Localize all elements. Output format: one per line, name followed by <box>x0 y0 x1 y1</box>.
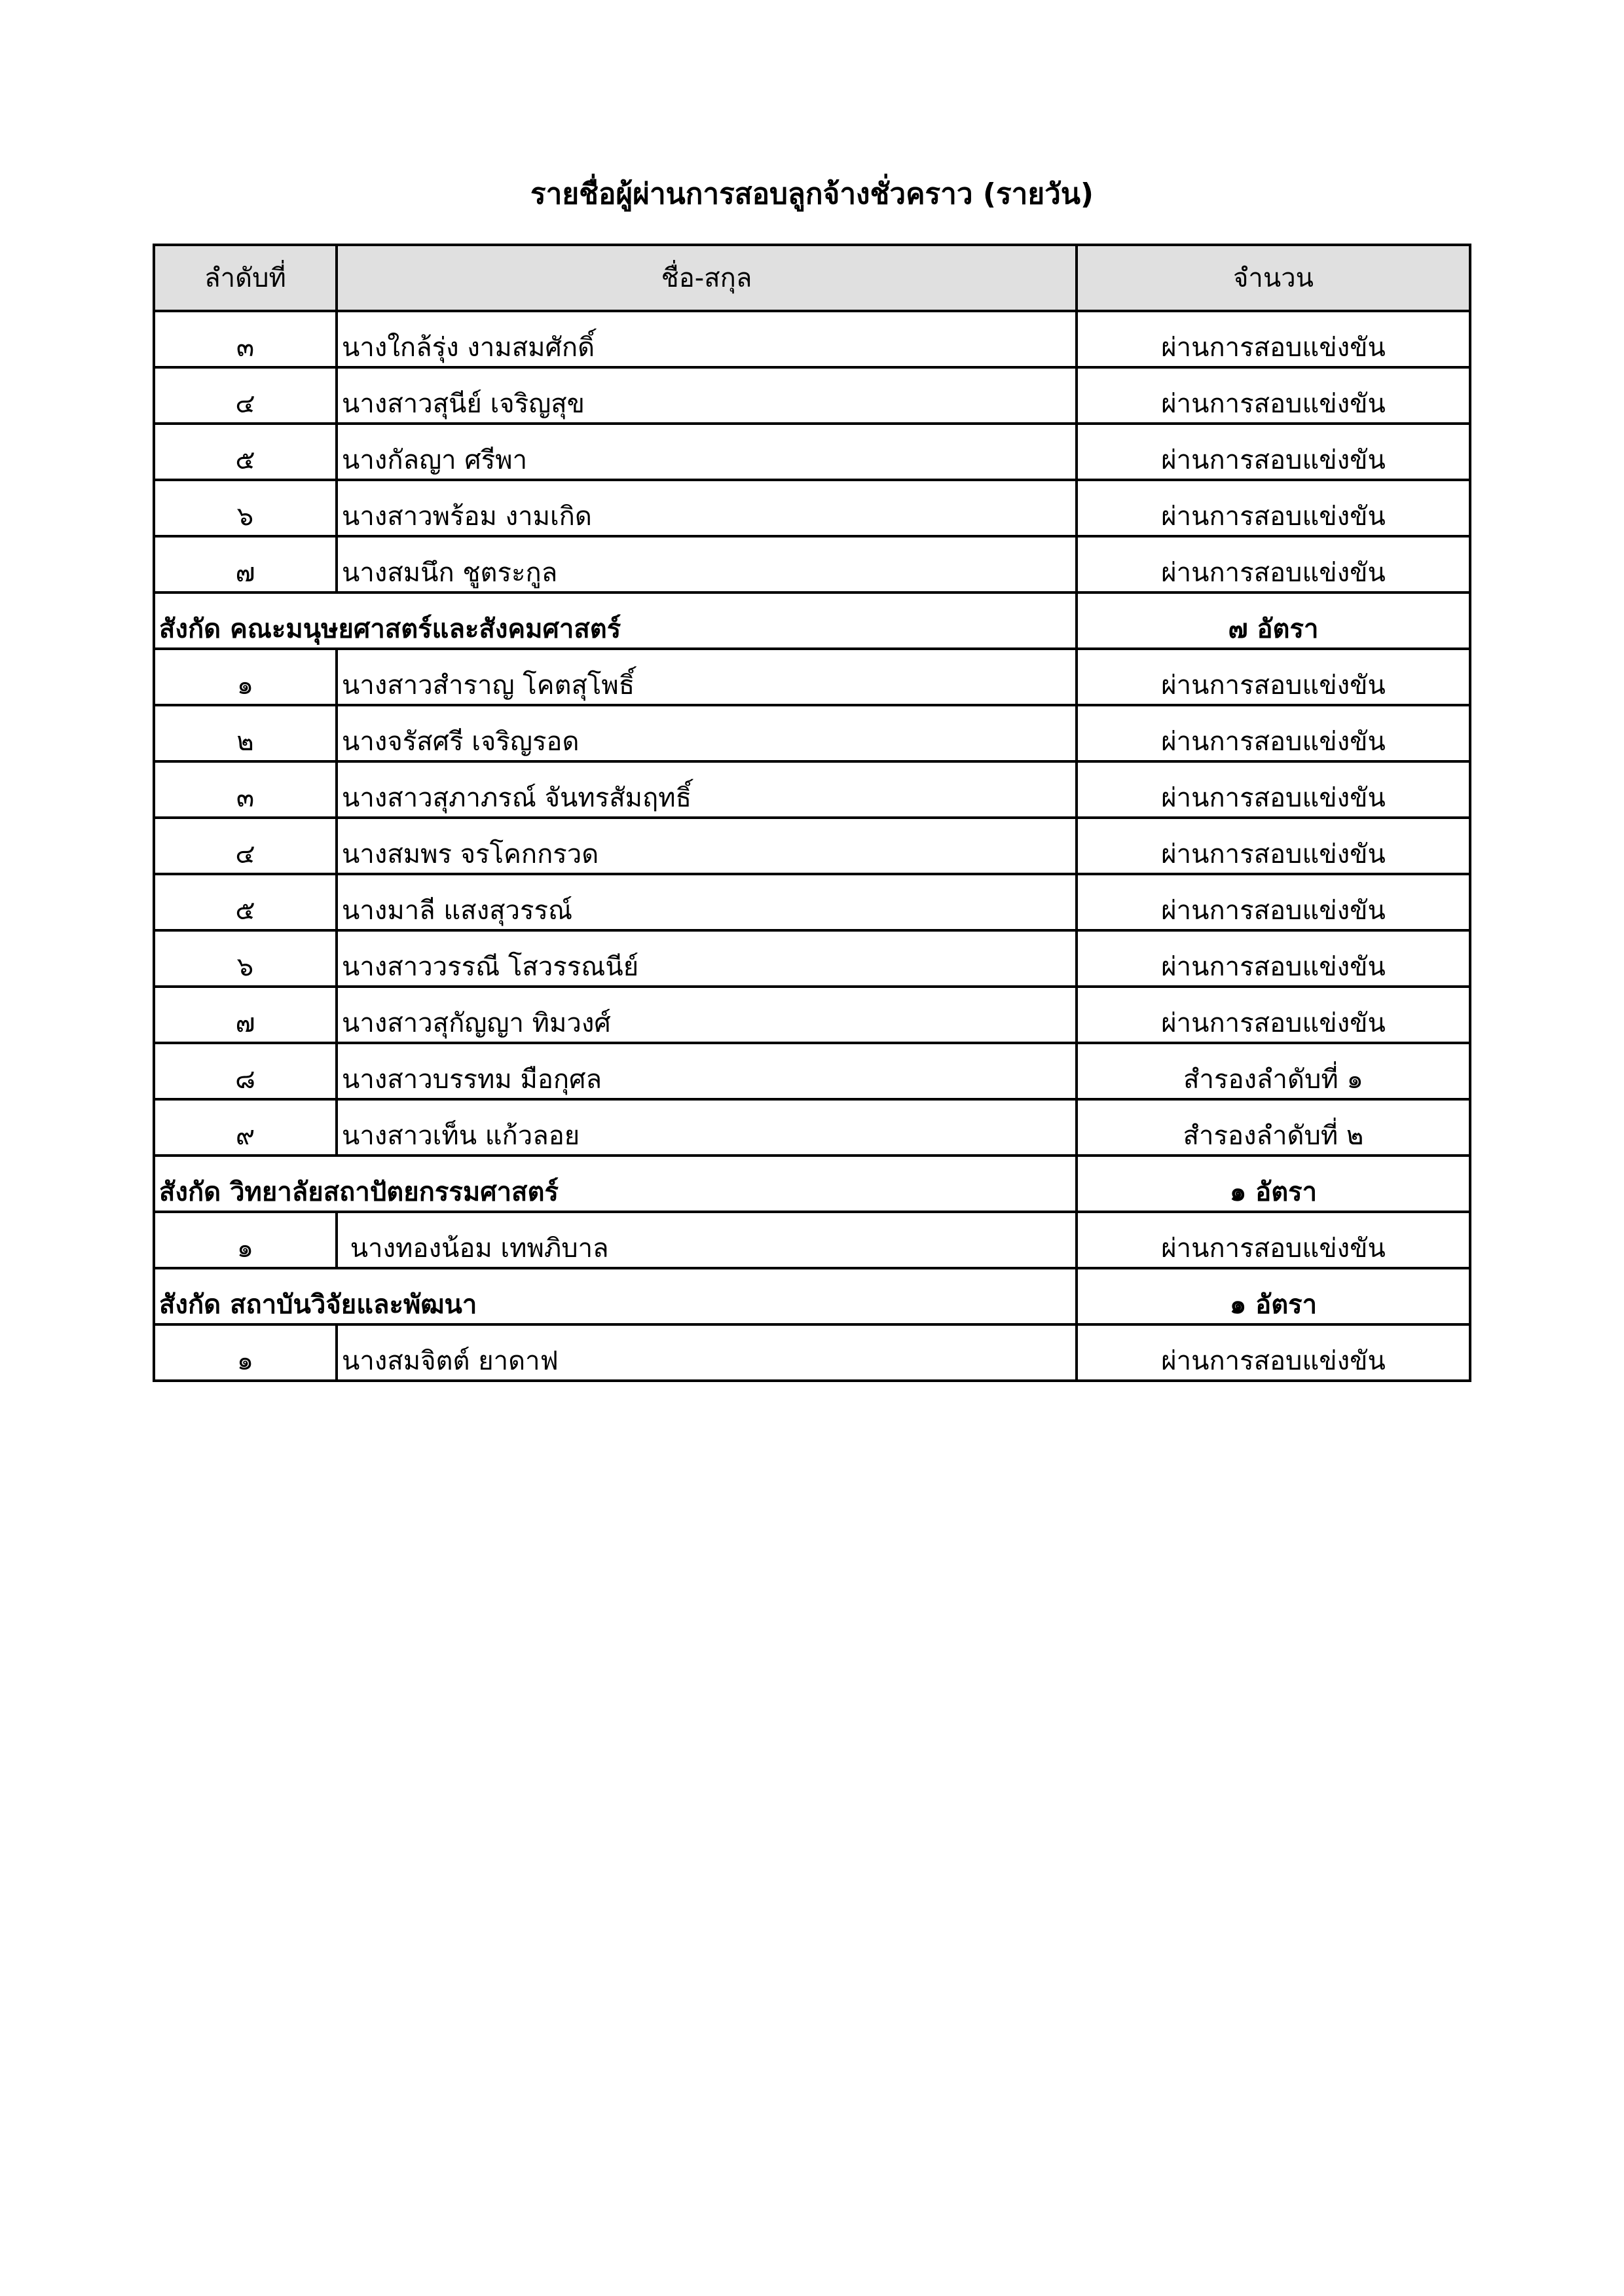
section-row <box>154 592 1470 649</box>
row-name: นางสาวสุกัญญา ทิมวงศ์ <box>337 987 1077 1043</box>
row-name: นางกัลญา ศรีพา <box>337 424 1077 480</box>
row-order: ๗ <box>154 987 337 1043</box>
table-row <box>154 536 1470 592</box>
section-label: สังกัด สถาบันวิจัยและพัฒนา <box>154 1268 1077 1324</box>
row-order: ๑ <box>154 649 337 705</box>
row-order: ๕ <box>154 424 337 480</box>
row-order: ๔ <box>154 367 337 424</box>
row-name: นางสาววรรณี โสวรรณนีย์ <box>337 930 1077 987</box>
table-row <box>154 649 1470 705</box>
column-header-order: ลำดับที่ <box>154 245 337 311</box>
row-name: นางมาลี แสงสุวรรณ์ <box>337 874 1077 930</box>
row-status: ผ่านการสอบแข่งขัน <box>1077 649 1470 705</box>
row-status: ผ่านการสอบแข่งขัน <box>1077 705 1470 761</box>
table-row <box>154 311 1470 367</box>
row-name: นางสาวสุภาภรณ์ จันทรสัมฤทธิ์ <box>337 761 1077 818</box>
row-name: นางสาวพร้อม งามเกิด <box>337 480 1077 536</box>
section-label: สังกัด วิทยาลัยสถาปัตยกรรมศาสตร์ <box>154 1156 1077 1212</box>
row-name: นางสาวเท็น แก้วลอย <box>337 1099 1077 1156</box>
row-status: ผ่านการสอบแข่งขัน <box>1077 987 1470 1043</box>
row-status: ผ่านการสอบแข่งขัน <box>1077 536 1470 592</box>
row-order: ๔ <box>154 818 337 874</box>
table-row <box>154 1212 1470 1268</box>
row-order: ๗ <box>154 536 337 592</box>
row-name: นางสาวบรรทม มือกุศล <box>337 1043 1077 1099</box>
row-name: นางทองน้อม เทพภิบาล <box>337 1212 1077 1268</box>
section-row <box>154 1156 1470 1212</box>
row-status: ผ่านการสอบแข่งขัน <box>1077 874 1470 930</box>
results-table <box>153 244 1471 1382</box>
row-status: สำรองลำดับที่ ๑ <box>1077 1043 1470 1099</box>
column-header-name: ชื่อ-สกุล <box>337 245 1077 311</box>
section-count: ๗ อัตรา <box>1077 592 1470 649</box>
table-row <box>154 818 1470 874</box>
document-title: รายชื่อผู้ผ่านการสอบลูกจ้างชั่วคราว (รายวัน) <box>530 177 1094 211</box>
table-row <box>154 761 1470 818</box>
table-row <box>154 1043 1470 1099</box>
row-order: ๓ <box>154 311 337 367</box>
column-header-amount: จำนวน <box>1077 245 1470 311</box>
row-name: นางใกล้รุ่ง งามสมศักดิ์ <box>337 311 1077 367</box>
row-name: นางสมพร จรโคกกรวด <box>337 818 1077 874</box>
section-row <box>154 1268 1470 1324</box>
table-row <box>154 480 1470 536</box>
row-order: ๖ <box>154 480 337 536</box>
table-row <box>154 987 1470 1043</box>
row-status: ผ่านการสอบแข่งขัน <box>1077 1324 1470 1381</box>
table-row <box>154 1099 1470 1156</box>
section-count: ๑ อัตรา <box>1077 1268 1470 1324</box>
table-row <box>154 874 1470 930</box>
row-order: ๑ <box>154 1324 337 1381</box>
row-status: ผ่านการสอบแข่งขัน <box>1077 480 1470 536</box>
row-status: ผ่านการสอบแข่งขัน <box>1077 311 1470 367</box>
row-name: นางสมนึก ชูตระกูล <box>337 536 1077 592</box>
section-label: สังกัด คณะมนุษยศาสตร์และสังคมศาสตร์ <box>154 592 1077 649</box>
row-order: ๓ <box>154 761 337 818</box>
row-name: นางสาวสุนีย์ เจริญสุข <box>337 367 1077 424</box>
row-order: ๖ <box>154 930 337 987</box>
section-count: ๑ อัตรา <box>1077 1156 1470 1212</box>
row-status: ผ่านการสอบแข่งขัน <box>1077 424 1470 480</box>
table-row <box>154 367 1470 424</box>
row-name: นางสาวสำราญ โคตสุโพธิ์ <box>337 649 1077 705</box>
row-order: ๒ <box>154 705 337 761</box>
row-status: สำรองลำดับที่ ๒ <box>1077 1099 1470 1156</box>
row-order: ๘ <box>154 1043 337 1099</box>
row-name: นางจรัสศรี เจริญรอด <box>337 705 1077 761</box>
row-status: ผ่านการสอบแข่งขัน <box>1077 1212 1470 1268</box>
table-row <box>154 930 1470 987</box>
row-status: ผ่านการสอบแข่งขัน <box>1077 367 1470 424</box>
row-status: ผ่านการสอบแข่งขัน <box>1077 818 1470 874</box>
table-row <box>154 1324 1470 1381</box>
table-row <box>154 424 1470 480</box>
row-status: ผ่านการสอบแข่งขัน <box>1077 761 1470 818</box>
table-row <box>154 705 1470 761</box>
row-order: ๕ <box>154 874 337 930</box>
row-order: ๑ <box>154 1212 337 1268</box>
table-header-row <box>154 245 1470 311</box>
row-order: ๙ <box>154 1099 337 1156</box>
row-name: นางสมจิตต์ ยาดาฟ <box>337 1324 1077 1381</box>
row-status: ผ่านการสอบแข่งขัน <box>1077 930 1470 987</box>
